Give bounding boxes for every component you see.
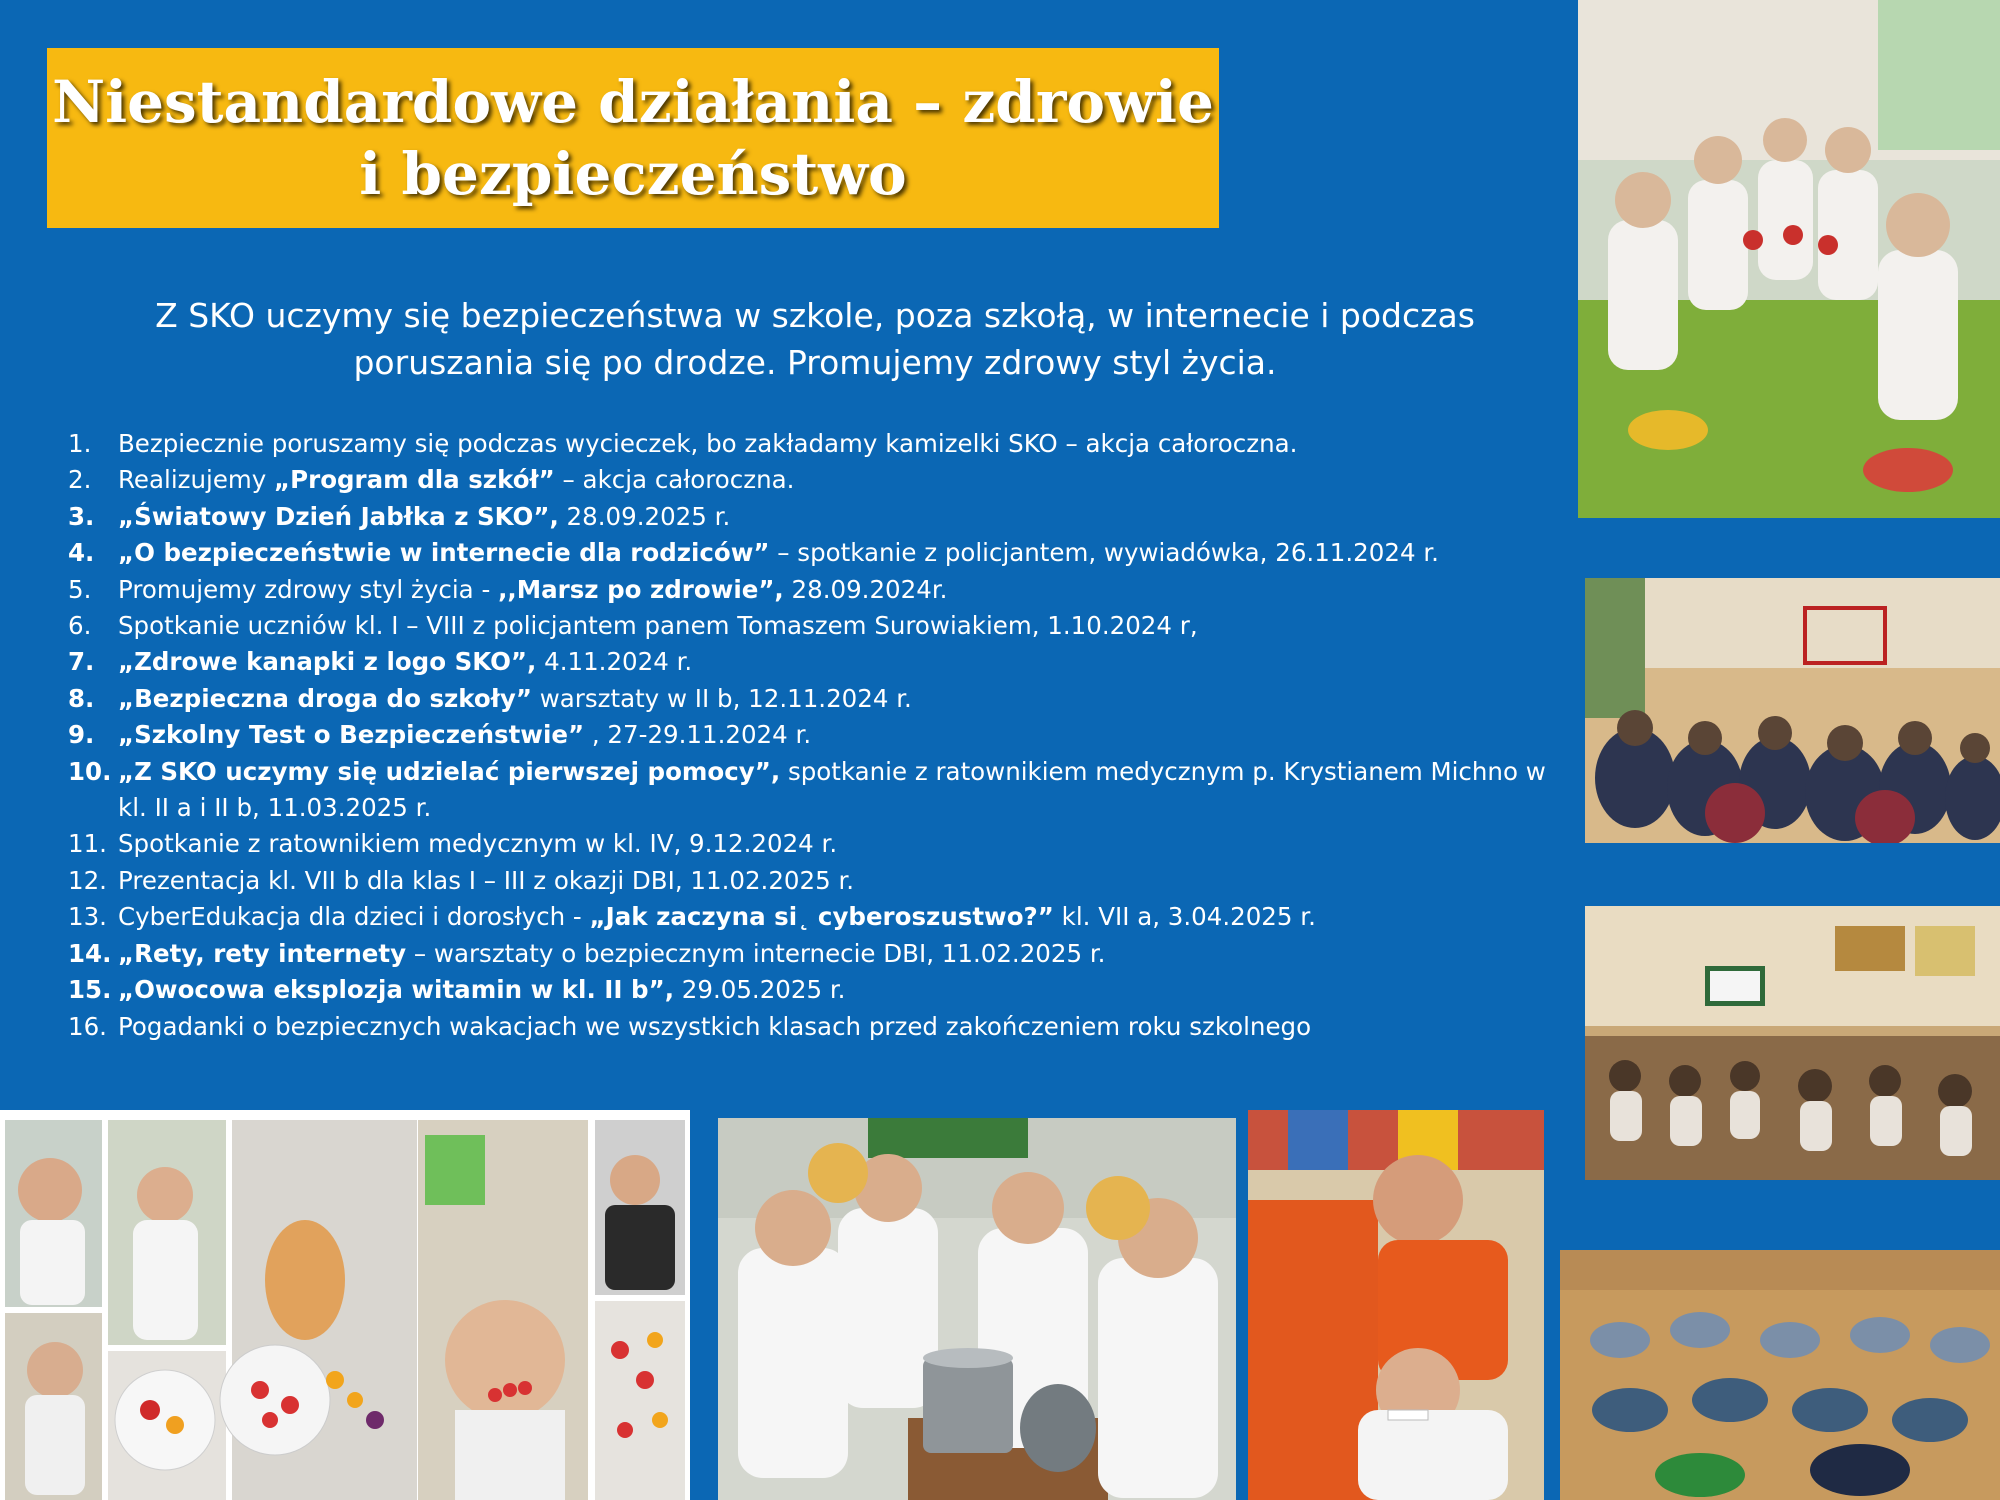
photo-vitamin-explosion-cooking — [718, 1118, 1236, 1500]
list-item-highlight: „Jak zaczyna si˛ cyberoszustwo?” — [589, 902, 1054, 932]
photo-gym-safety-drill — [1560, 1250, 2000, 1500]
list-item-highlight: „Z SKO uczymy się udzielać pierwszej pomocy”, — [118, 756, 781, 786]
slide-title: Niestandardowe działania – zdrowie i bezpieczeństwo — [52, 68, 1214, 208]
list-item-number: 4. — [68, 538, 95, 568]
list-item-number: 5. — [68, 574, 92, 604]
list-item — [68, 936, 1578, 972]
list-item-text: – akcja całoroczna. — [554, 465, 795, 495]
list-item-number: 11. — [68, 829, 107, 859]
list-item-text: Spotkanie uczniów kl. I – VIII z policjantem panem Tomaszem Surowiakiem, 1.10.2024 r, — [118, 611, 1198, 641]
list-item-text: – warsztaty o bezpiecznym internecie DBI, 11.02.2025 r. — [406, 938, 1106, 968]
list-item-text: kl. VII a, 3.04.2025 r. — [1053, 902, 1316, 932]
list-item-text: Pogadanki o bezpiecznych wakacjach we wszystkich klasach przed zakończeniem roku szkolnego — [118, 1011, 1312, 1041]
list-item-number: 16. — [68, 1011, 107, 1041]
list-item-number: 3. — [68, 501, 95, 531]
list-item-number: 8. — [68, 683, 95, 713]
list-item — [68, 426, 1578, 462]
photo-first-aid-training — [1248, 1110, 1544, 1500]
slide-subtitle: Z SKO uczymy się bezpieczeństwa w szkole, poza szkołą, w internecie i podczas poruszania się po drodze. Promujemy zdrowy styl życia. — [155, 296, 1475, 382]
list-item — [68, 572, 1578, 608]
list-item — [68, 681, 1578, 717]
list-item-text: spotkanie z ratownikiem medycznym p. Krystianem Michno w kl. II a i II b, 11.03.2025 r. — [118, 756, 1546, 823]
list-item — [68, 826, 1578, 862]
list-item-highlight: „Światowy Dzień Jabłka z SKO”, — [118, 501, 559, 531]
list-item — [68, 535, 1578, 571]
list-item-text: CyberEdukacja dla dzieci i dorosłych - — [118, 902, 590, 932]
list-item-number: 10. — [68, 756, 112, 786]
list-item-text: Bezpiecznie poruszamy się podczas wycieczek, bo zakładamy kamizelki SKO – akcja całoroczna. — [118, 429, 1298, 458]
list-item-highlight: „Zdrowe kanapki z logo SKO”, — [118, 647, 537, 677]
list-item-text: 29.05.2025 r. — [674, 975, 846, 1005]
list-item-number: 2. — [68, 465, 92, 495]
list-item — [68, 1009, 1578, 1045]
list-item-highlight: „Bezpieczna droga do szkoły” — [118, 683, 532, 713]
list-item-text: Prezentacja kl. VII b dla klas I – III z okazji DBI, 11.02.2025 r. — [118, 865, 855, 895]
list-item — [68, 972, 1578, 1008]
list-item-text: , 27-29.11.2024 r. — [584, 720, 812, 750]
list-item-highlight: „Szkolny Test o Bezpieczeństwie” — [118, 720, 585, 750]
photo-fruit-skewers-collage — [5, 1120, 685, 1500]
list-item-number: 1. — [68, 429, 92, 458]
list-item — [68, 717, 1578, 753]
list-item-number: 12. — [68, 865, 107, 895]
list-item-number: 7. — [68, 647, 95, 677]
photo-school-gym-meeting — [1585, 578, 2000, 843]
activities-list — [68, 426, 1578, 1045]
list-item-highlight: „Owocowa eksplozja witamin w kl. II b”, — [118, 975, 674, 1005]
list-item-number: 14. — [68, 938, 112, 968]
title-box — [47, 48, 1219, 228]
list-item — [68, 608, 1578, 644]
list-item-number: 15. — [68, 975, 112, 1005]
list-item — [68, 499, 1578, 535]
list-item-text: Realizujemy — [118, 465, 275, 495]
list-item-text: Promujemy zdrowy styl życia - — [118, 574, 499, 604]
list-item — [68, 754, 1578, 827]
list-item-highlight: „Rety, rety internety — [118, 938, 407, 968]
list-item — [68, 462, 1578, 498]
list-item-text: 28.09.2024r. — [783, 574, 948, 604]
list-item — [68, 644, 1578, 680]
list-item-text: 4.11.2024 r. — [536, 647, 693, 677]
list-item-highlight: „Program dla szkół” — [274, 465, 555, 495]
list-item-text: Spotkanie z ratownikiem medycznym w kl. IV, 9.12.2024 r. — [118, 829, 838, 859]
list-item-text: 28.09.2025 r. — [558, 501, 731, 531]
photo-apple-day-children-circle — [1578, 0, 2000, 518]
list-item-highlight: ,,Marsz po zdrowie”, — [498, 574, 784, 604]
list-item-number: 13. — [68, 902, 107, 932]
list-item — [68, 863, 1578, 899]
list-item-number: 6. — [68, 611, 92, 641]
photo-classroom-presentation — [1585, 906, 2000, 1180]
list-item-text: warsztaty w II b, 12.11.2024 r. — [531, 683, 912, 713]
list-item-number: 9. — [68, 720, 95, 750]
list-item — [68, 899, 1578, 935]
list-item-text: – spotkanie z policjantem, wywiadówka, 26.11.2024 r. — [769, 538, 1439, 568]
list-item-highlight: „O bezpieczeństwie w internecie dla rodziców” — [118, 538, 770, 568]
